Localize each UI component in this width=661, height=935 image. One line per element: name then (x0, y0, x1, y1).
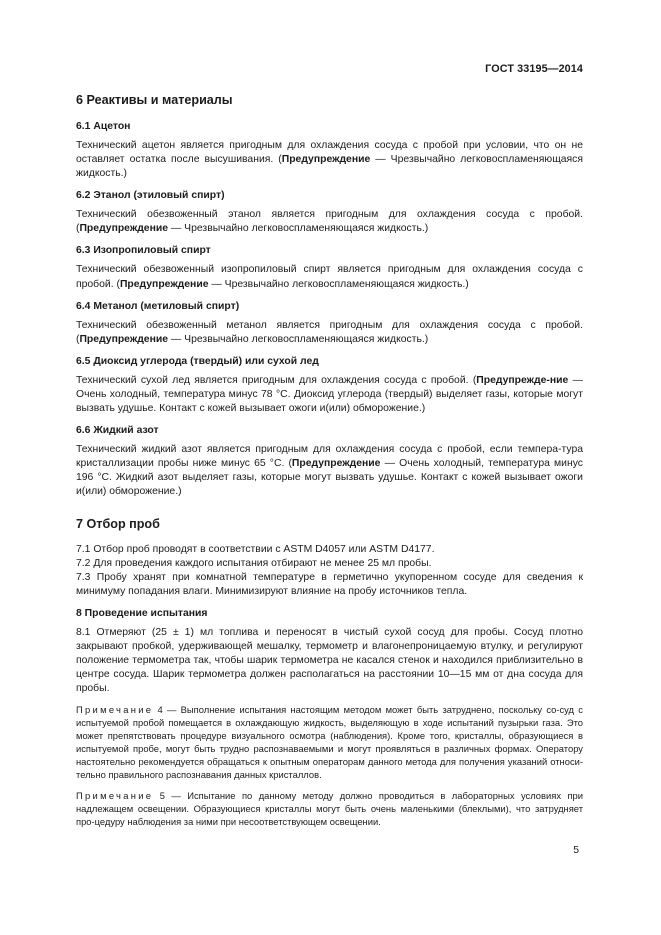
subsection-6-2-heading: 6.2 Этанол (этиловый спирт) (76, 190, 225, 202)
warning-label: Предупреждение (79, 223, 169, 235)
subsection-6-3-heading: 6.3 Изопропиловый спирт (76, 245, 211, 257)
warning-label: Предупреждение (281, 154, 371, 166)
subsection-6-6-text: Технический жидкий азот является пригодным для охлаждения сосуда с пробой, если темпера-тура кристаллизации пробы ниже минус 65 °С. (Предупреждение — Очень холодный, температура минус 196 °С. Жидкий азот выделяет газы, которые могут вызвать удушье. Контакт с кожей вызывает ожоги и(или) обморожение.) (76, 444, 583, 498)
subsection-6-6-heading: 6.6 Жидкий азот (76, 425, 159, 437)
subsection-6-1-heading: 6.1 Ацетон (76, 121, 131, 132)
warning-label: Предупреждение (119, 278, 209, 290)
page-content (76, 92, 583, 837)
note-4: Примечание 4 — Выполнение испытания настоящим методом может быть затруднено, поскольку со-суд с испытуемой пробой помещается в охлаждающую жидкость, выделяющую в ходе испытаний пузырьки газа. Это может препятствовать процедуре визуального осмотра (наблюдения). Кроме того, кристаллы, образующиеся в испытуемой пробе, могут быть трудно распознаваемыми и могут проявляться в различных формах. Оператору настоятельно рекомендуется обращаться к опытным операторам данного метода для получения указаний относи-тельно правильного распознавания данных кристаллов. (76, 704, 583, 780)
page-number: 5 (573, 845, 579, 856)
subsection-6-4-text: Технический обезвоженный метанол является пригодным для охлаждения сосуда с пробой. (Предупреждение — Чрезвычайно легковоспламеняющаяся жидкость.) (76, 319, 583, 345)
subsection-6-4-heading: 6.4 Метанол (метиловый спирт) (76, 300, 240, 312)
subsection-6-3-text: Технический обезвоженный изопропиловый спирт является пригодным для охлаждения сосуда с пробой. (Предупреждение — Чрезвычайно легковоспламеняющаяся жидкость.) (76, 264, 583, 290)
subsection-6-5-text: Технический сухой лед является пригодным для охлаждения сосуда с пробой. (Предупрежде-ние — Очень холодный, температура минус 78 °С. Диоксид углерода (твердый) выделяет газы, которые могут вызвать удушье. Контакт с кожей вызывает ожоги и(или) обморожение.) (76, 374, 583, 415)
section-8-heading: 8 Проведение испытания (76, 607, 208, 619)
section-7-heading: 7 Отбор проб (76, 516, 160, 531)
section-6-heading: 6 Реактивы и материалы (76, 93, 233, 107)
note-5: Примечание 5 — Испытание по данному методу должно проводиться в лабораторных условиях при надлежащем освещении. Образующиеся кристаллы могут быть очень маленькими (блеклыми), что затрудняет про-цедуру наблюдения за ними при несоответствующем освещении. (76, 789, 583, 827)
subsection-6-5-heading: 6.5 Диоксид углерода (твердый) или сухой лед (76, 355, 319, 367)
warning-label: Предупрежде-ние (476, 374, 569, 386)
clause-7-2: 7.2 Для проведения каждого испытания отбирают не менее 25 мл пробы. (76, 557, 432, 569)
subsection-6-1-text: Технический ацетон является пригодным для охлаждения сосуда с пробой при условии, что он не оставляет остатка после высушивания. (Предупреждение — Чрезвычайно легковоспламеняющаяся жидкость.) (76, 140, 583, 180)
warning-label: Предупреждение (79, 333, 169, 345)
clause-7-3: 7.3 Пробу хранят при комнатной температуре в герметично укупоренном сосуде для сведения к минимуму попадания влаги. Минимизируют влияние на пробу источников тепла. (76, 571, 583, 597)
warning-label: Предупреждение (291, 458, 381, 470)
document-number: ГОСТ 33195—2014 (485, 63, 583, 75)
clause-8-1: 8.1 Отмеряют (25 ± 1) мл топлива и переносят в чистый сухой сосуд для пробы. Сосуд плотно закрывают пробкой, удерживающей мешалку, термометр и влагонепроницаемую втулку, и регулируют положение термометра так, чтобы шарик термометра не касался стенок и находился приблизительно в центре сосуда. Шарик термометра должен располагаться на расстоянии 10—15 мм от дна сосуда для пробы. (76, 626, 583, 695)
subsection-6-2-text: Технический обезвоженный этанол является пригодным для охлаждения сосуда с пробой. (Предупреждение — Чрезвычайно легковоспламеняющаяся жидкость.) (76, 209, 583, 235)
clause-7-1: 7.1 Отбор проб проводят в соответствии с ASTM D4057 или ASTM D4177. (76, 543, 435, 555)
